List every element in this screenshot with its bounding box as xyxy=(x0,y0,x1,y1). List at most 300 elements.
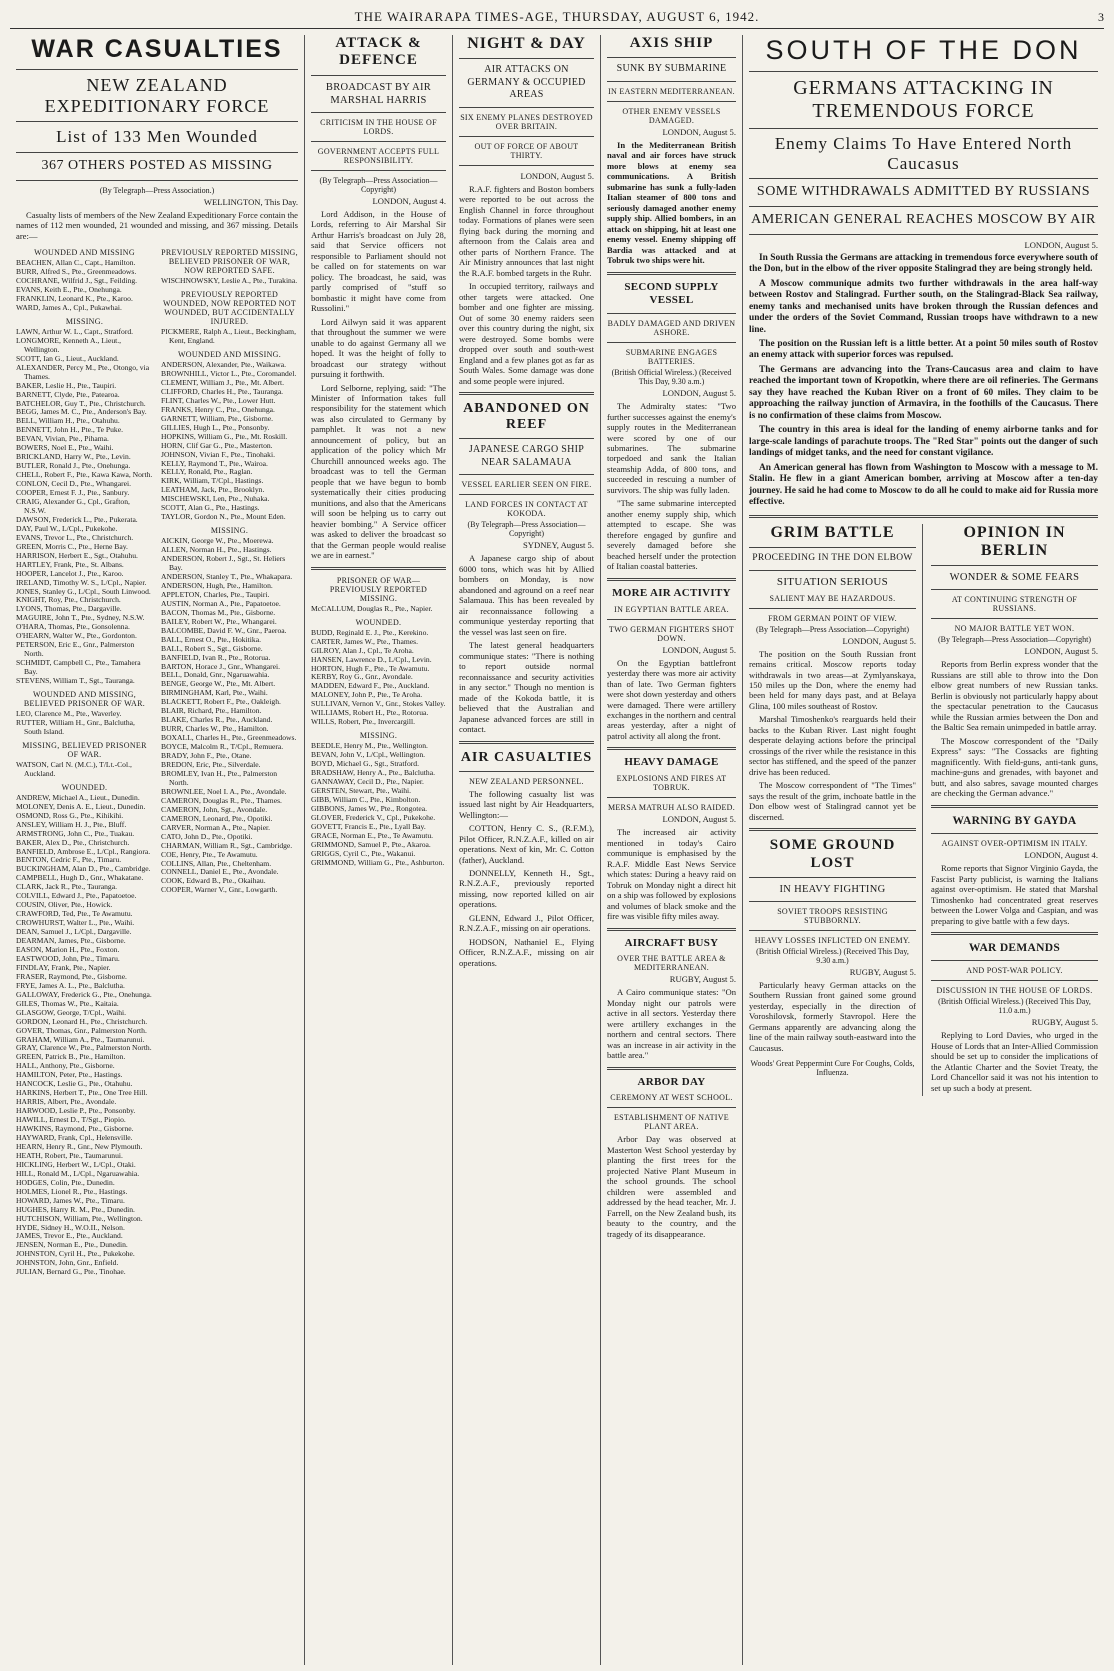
deck: HEAVY LOSSES INFLICTED ON ENEMY. xyxy=(754,935,911,945)
deck: NEW ZEALAND PERSONNEL. xyxy=(469,776,584,786)
list-item: SULLIVAN, Vernon V., Gnr., Stokes Valley. xyxy=(311,699,446,709)
list-title: WOUNDED. xyxy=(61,782,108,792)
headline-more-air-activity: MORE AIR ACTIVITY xyxy=(612,586,731,599)
list-item: BALL, Ernest O., Pte., Hokitika. xyxy=(161,634,261,644)
list-title: WOUNDED AND MISSING, BELIEVED PRISONER OF WAR. xyxy=(23,690,146,709)
list-item: LONGMORE, Kenneth A., Lieut., Wellington. xyxy=(16,335,122,354)
list-item: BUCKINGHAM, Alan D., Pte., Cambridge. xyxy=(16,864,151,874)
list-item: BURR, Alfred S., Pte., Greenmeadows. xyxy=(16,267,137,277)
list-item: ANDERSON, Stanley T., Pte., Whakapara. xyxy=(161,572,293,581)
list-item: TAYLOR, Gordon N., Pte., Mount Eden. xyxy=(161,512,286,522)
paragraph: The Moscow correspondent of the "Daily Express" says: "The Cossacks are fighting magnificently. With field-guns, anti-tank guns, machine-guns and grenades, with bayonet and butt, and also sabres, savage mounted charges are checking the German advance." xyxy=(931,735,1098,799)
list-item: EVANS, Keith E., Pte., Onehunga. xyxy=(16,285,122,295)
deck-criticism: CRITICISM IN THE HOUSE OF LORDS. xyxy=(320,117,437,136)
list-item: GLASGOW, George, T/Cpl., Waihi. xyxy=(16,1007,127,1017)
name-list xyxy=(311,742,446,867)
paragraph: The position on the Russian left is a little better. At a point 50 miles south of Rostov an enemy attack with superior forces was repulsed. xyxy=(749,338,1098,361)
list-item: CARTER, James W., Pte., Thames. xyxy=(311,636,418,646)
dateline: LONDON, August 5. xyxy=(520,170,594,181)
list-item: HOWARD, James W., Pte., Timaru. xyxy=(16,1195,125,1205)
list-title: MISSING. xyxy=(210,526,249,536)
deck: MERSA MATRUH ALSO RAIDED. xyxy=(607,803,736,813)
subhead: WONDER & SOME FEARS xyxy=(949,572,1080,584)
list-item: COLLINS, Allan, Pte., Cheltenham. xyxy=(161,858,272,868)
list-item: FINDLAY, Frank, Pte., Napier. xyxy=(16,962,111,972)
column-night-day xyxy=(453,35,601,1665)
deck: CEREMONY AT WEST SCHOOL. xyxy=(610,1093,733,1103)
paragraph: Particularly heavy German attacks on the Southern Russian front gained some ground yesterday, especially in the direction of Voroshilovsk, formerly Stavropol. Here the Germans apparently are advancing along the line of the main railway south-eastward into the Caucasus. xyxy=(749,979,916,1053)
grim-battle-story xyxy=(749,524,923,1097)
dateline: RUGBY, August 5. xyxy=(669,974,736,985)
deck: SOVIET TROOPS RESISTING STUBBORNLY. xyxy=(777,906,888,925)
deck-responsibility: GOVERNMENT ACCEPTS FULL RESPONSIBILITY. xyxy=(317,146,440,165)
list-item: MALONEY, John P., Pte., Te Aroha. xyxy=(311,690,423,700)
list-item: LYONS, Thomas, Pte., Dargaville. xyxy=(16,604,122,614)
list-item: FRANKLIN, Leonard K., Pte., Karoo. xyxy=(16,293,133,303)
list-item: AUSTIN, Norman A., Pte., Papatoetoe. xyxy=(161,598,281,608)
list-item: OSMOND, Ross G., Pte., Kihikihi. xyxy=(16,810,124,820)
list-item: KELLY, Raymond T., Pte., Wairoa. xyxy=(161,458,268,468)
name-list xyxy=(311,629,446,727)
deck: AGAINST OVER-OPTIMISM IN ITALY. xyxy=(941,839,1088,849)
list-item: BLACKETT, Robert F., Pte., Oakleigh. xyxy=(161,697,281,707)
list-item: KIRK, William, T/Cpl., Hastings. xyxy=(161,476,264,486)
credit: (By Telegraph—Press Association—Copyright) xyxy=(319,175,438,194)
paragraph: The Germans are advancing into the Trans-Caucasus area and claim to have reached the important town of Kropotkin, where there are oil refineries. The Germans say they have reached the Kuban River on a front of 60 miles. They claim to be approaching the railway junction of Armavira, in the foothills of the Caucasus. There is no confirmation of these claims from Moscow. xyxy=(749,364,1098,421)
list-item: O'HEARN, Walter W., Pte., Gordonton. xyxy=(16,631,137,641)
dateline: WELLINGTON, This Day. xyxy=(203,196,298,207)
list-item: HAWKINS, Raymond, Pte., Gisborne. xyxy=(16,1124,134,1134)
list-item: CHARMAN, William R., Sgt., Cambridge. xyxy=(161,840,293,850)
list-item: HAYWARD, Frank, Cpl., Helensville. xyxy=(16,1133,133,1142)
list-item: HYDE, Sidney H., W.O.II., Nelson. xyxy=(16,1222,125,1232)
list-item: KERBY, Roy G., Gnr., Avondale. xyxy=(311,672,413,682)
list-item: HODGES, Colin, Pte., Dunedin. xyxy=(16,1177,115,1187)
headline-aircraft-busy: AIRCRAFT BUSY xyxy=(624,936,719,949)
paragraph: Rome reports that Signor Virginio Gayda, the Fascist Party publicist, is warning the Italians against over-optimism. He stated that Marshal Timoshenko had concentrated great reserves between the Lower Volga and Caspian, and was preparing to give battle with a few days. xyxy=(931,863,1098,926)
subhead-germans-attacking: GERMANS ATTACKING IN TREMENDOUS FORCE xyxy=(793,77,1054,122)
headline-grim-battle: GRIM BATTLE xyxy=(770,523,895,541)
list-item: DEARMAN, James, Pte., Gisborne. xyxy=(16,936,126,946)
list-item: BARNETT, Clyde, Pte., Patearoa. xyxy=(16,389,120,399)
list-item: PICKMERE, Ralph A., Lieut., Beckingham, Kent, England. xyxy=(161,327,296,346)
name-list xyxy=(16,761,153,779)
credit: (By Telegraph—Press Association—Copyright) xyxy=(937,635,1092,645)
list-item: CRAIG, Alexander G., Cpl., Grafton, N.S.W. xyxy=(16,497,130,515)
paragraph: Lord Ailwyn said it was apparent that throughout the summer we were unable to do against Germany all we hoped. It was the height of folly to broadcast our strategy without pursuing it forthwith. xyxy=(311,316,446,380)
list-title: PREVIOUSLY REPORTED MISSING, BELIEVED PRISONER OF WAR, NOW REPORTED SAFE. xyxy=(161,248,298,276)
list-item: GREEN, Morris C., Pte., Herne Bay. xyxy=(16,541,128,551)
paragraph: An American general has flown from Washington to Moscow with a message to M. Stalin. He flew in a giant American bomber, arriving at Moscow after a ten-day journey. He said he had come to Moscow to do all he could to make aid for Russia more effective. xyxy=(749,462,1098,508)
list-item: MOLONEY, Denis A. E., Lieut., Dunedin. xyxy=(16,801,146,811)
list-item: BRADSHAW, Henry A., Pte., Balclutha. xyxy=(311,768,435,778)
column-war-casualties xyxy=(10,35,305,1665)
list-item: COOPER, Warner V., Gnr., Lowgarth. xyxy=(161,885,278,895)
deck-north-caucasus: Enemy Claims To Have Entered North Caucasus xyxy=(774,134,1073,173)
list-item: GILROY, Alan J., Cpl., Te Aroha. xyxy=(311,645,414,655)
list-item: LEATHAM, Jack, Pte., Brooklyn. xyxy=(161,485,265,495)
list-title: MISSING, BELIEVED PRISONER OF WAR. xyxy=(22,740,147,759)
list-item: BALCOMBE, David F. W., Gnr., Paeroa. xyxy=(161,625,287,635)
list-item: SCHMIDT, Campbell C., Pte., Tamahera Bay. xyxy=(16,658,141,677)
list-item: HARRIS, Albert, Pte., Avondale. xyxy=(16,1097,117,1107)
paragraph: Lord Selborne, replying, said: "The Minister of Information takes full responsibility for the statement which was also circulated to Germany by pamphlet. It was not a new announcement of policy, but an application of the policy which Mr Churchill announced weeks ago. The broadcast was to tell the German people that we have begun to bomb systematically their cities producing munitions, and also that the Americans will soon be helping us to carry out heavier bombing." A Service officer was asked to deliver the broadcast so that the German people would realise we are in earnest." xyxy=(311,382,446,561)
list-item: HARKINS, Herbert T., Pte., One Tree Hill. xyxy=(16,1088,148,1098)
paragraph: In South Russia the Germans are attacking in tremendous force everywhere south of the Don, but in the elbow of the river opposite Stalingrad they are being strongly held. xyxy=(749,252,1098,275)
list-item: APPLETON, Charles, Pte., Taupiri. xyxy=(161,589,270,599)
list-item: FLINT, Charles W., Pte., Lower Hutt. xyxy=(161,395,276,405)
list-item: MADDEN, Edward F., Pte., Auckland. xyxy=(311,681,430,691)
list-item: FRANKS, Henry C., Pte., Onehunga. xyxy=(161,404,275,414)
list-item: BOYCE, Malcolm R., T/Cpl., Remuera. xyxy=(161,742,284,752)
deck-withdrawals: SOME WITHDRAWALS ADMITTED BY RUSSIANS xyxy=(756,184,1091,200)
list-item: GARNETT, William, Pte., Gisborne. xyxy=(161,413,274,423)
dateline: LONDON, August 5. xyxy=(662,644,736,655)
list-item: BOXALL, Charles H., Pte., Greenmeadows. xyxy=(161,733,297,743)
list-item: BELL, Donald, Gnr., Ngaruawahia. xyxy=(161,670,270,680)
headline-attack-defence: ATTACK & DEFENCE xyxy=(335,35,422,69)
list-item: BRICKLAND, Harry W., Pte., Levin. xyxy=(16,452,131,462)
list-item: JONES, Stanley G., L/Cpl., South Linwood. xyxy=(16,586,151,596)
headline-south-of-the-don: SOUTH OF THE DON xyxy=(765,35,1082,65)
paragraph: The increased air activity mentioned in today's Cairo communique is emphasised by the R.A.F. Middle East News Service which states: During a heavy raid on Tobruk on Monday night a direct hit on a ship was followed by explosions and volumes of black smoke and the fire was visible fifty miles away. xyxy=(607,827,736,922)
list-item: WILLIAMS, Robert H., Pte., Rotorua. xyxy=(311,708,429,718)
headline-abandoned-on-reef: ABANDONED ON REEF xyxy=(463,401,590,433)
list-item: GIBB, William C., Pte., Kimbolton. xyxy=(311,794,421,804)
credit: (British Official Wireless.) (Received This Day, 9.30 a.m.) xyxy=(756,946,909,965)
paragraph: DONNELLY, Kenneth H., Sgt., R.N.Z.A.F., previously reported missing, now reported killed on air operations. xyxy=(459,868,594,910)
headline-axis-ship: AXIS SHIP xyxy=(629,35,714,51)
list-item: COCHRANE, Wilfrid J., Sgt., Feilding. xyxy=(16,276,138,286)
credit: (By Telegraph—Press Association.) xyxy=(99,185,215,195)
deck: VESSEL EARLIER SEEN ON FIRE. xyxy=(461,480,592,490)
dateline: LONDON, August 4. xyxy=(1024,850,1098,861)
list-item: CAMPBELL, Hugh D., Gnr., Whakatane. xyxy=(16,873,144,883)
paragraph: In occupied territory, railways and other targets were attacked. One bomber and one fighter are missing. Out of some 30 enemy raiders seen over this country during the night, six were destroyed. Some bombs were dropped over south and south-west England and a few planes got as far as South Wales. Some damage was done and some people were injured. xyxy=(459,281,594,386)
list-item: GERSTEN, Stewart, Pte., Waihi. xyxy=(311,785,412,795)
list-item: CROWHURST, Walter L., Pte., Waihi. xyxy=(16,918,135,928)
name-list xyxy=(161,277,298,286)
dateline: RUGBY, August 5. xyxy=(849,966,916,977)
credit: (By Telegraph—Press Association—Copyright) xyxy=(755,624,910,634)
list-item: BENNETT, John H., Pte., Te Puke. xyxy=(16,425,123,435)
headline-warning-by-gayda: WARNING BY GAYDA xyxy=(952,814,1077,827)
paragraph: "The same submarine intercepted another enemy supply ship, which attempted to escape. She was therefore engaged by gunfire and severely damaged before she beached herself under the protection of Italian coastal batteries. xyxy=(607,498,736,572)
list-item: GRIGGS, Cyril C., Pte., Wakanui. xyxy=(311,848,416,858)
dateline: LONDON, August 5. xyxy=(842,635,916,646)
list-item: GRAHAM, William A., Pte., Taumarunui. xyxy=(16,1034,145,1044)
list-item: HICKLING, Herbert W., L/Cpl., Otaki. xyxy=(16,1159,136,1169)
list-item: CONLON, Cecil D., Pte., Whangarei. xyxy=(16,479,132,489)
list-item: COLVILL, Edward J., Pte., Papatoetoe. xyxy=(16,891,137,901)
name-list xyxy=(161,537,298,895)
list-item: WISCHNOWSKY, Leslie A., Pte., Turakina. xyxy=(161,276,298,286)
list-item: GREEN, Patrick B., Pte., Hamilton. xyxy=(16,1052,126,1062)
list-item: COE, Henry, Pte., Te Awamutu. xyxy=(161,849,258,859)
columns xyxy=(10,35,1104,1665)
list-item: ALEXANDER, Percy M., Pte., Otongo, via Thames. xyxy=(16,362,150,381)
deck: BADLY DAMAGED AND DRIVEN ASHORE. xyxy=(607,319,736,338)
paragraph: HODSON, Nathaniel E., Flying Officer, R.N.Z.A.F., missing on air operations. xyxy=(459,936,594,968)
list-item: EASTWOOD, John, Pte., Timaru. xyxy=(16,953,120,963)
list-item: EVANS, Trevor L., Pte., Christchurch. xyxy=(16,532,134,542)
deck: AT CONTINUING STRENGTH OF RUSSIANS. xyxy=(951,595,1078,614)
headline-arbor-day: ARBOR DAY xyxy=(637,1075,706,1088)
dateline: LONDON, August 5. xyxy=(662,388,736,399)
name-list xyxy=(161,361,298,522)
sub-columns xyxy=(749,524,1098,1097)
list-item: CLARK, Jack R., Pte., Tauranga. xyxy=(16,882,117,892)
list-item: HALL, Anthony, Pte., Gisborne. xyxy=(16,1061,115,1071)
list-item: GOVETT, Francis E., Pte., Lyall Bay. xyxy=(311,821,426,831)
paragraph: The Admiralty states: "Two further successes against the enemy's supply routes in the Mediterranean were scored by one of our submarines. The submarine torpedoed and sank the Italian steamship Adda, of 800 tons, and succeeded in rescuing a number of survivors. The ship was fully laden. xyxy=(607,401,736,495)
list-item: WARD, James A., Cpl., Pukawhai. xyxy=(16,302,122,312)
deck: DISCUSSION IN THE HOUSE OF LORDS. xyxy=(936,986,1093,996)
headline-war-demands: WAR DEMANDS xyxy=(968,942,1061,955)
list-item: BREDON, Eric, Pte., Silverdale. xyxy=(161,760,261,770)
list-item: ANDERSON, Alexander, Pte., Waikawa. xyxy=(161,360,287,370)
list-item: CAMERON, Douglas R., Pte., Thames. xyxy=(161,795,282,805)
paragraph: Reports from Berlin express wonder that the Russians are still able to throw into the Don elbow great numbers of new Russian tanks. Berlin is obviously not particularly happy about the spectacular penetration to the Caucasus while the Russian armies between the Don and the Baltic Sea remain unimpeded in battle array. xyxy=(931,659,1098,733)
list-item: BALL, Robert S., Sgt., Gisborne. xyxy=(161,643,263,653)
list-item: HARRISON, Herbert E., Sgt., Otahuhu. xyxy=(16,550,138,560)
headline-air-casualties: AIR CASUALTIES xyxy=(460,749,593,765)
deck: SITUATION SERIOUS xyxy=(776,575,889,588)
list-item: GRAY, Clarence W., Pte., Palmerston North. xyxy=(16,1043,152,1053)
list-item: CHELL, Robert F., Pte., Kawa Kawa, North. xyxy=(16,470,153,480)
list-item: HOLMES, Lionel R., Pte., Hastings. xyxy=(16,1186,128,1196)
subhead: PROCEEDING IN THE DON ELBOW xyxy=(752,552,913,563)
list-item: BURR, Charles W., Pte., Hamilton. xyxy=(161,724,269,734)
headline-heavy-damage: HEAVY DAMAGE xyxy=(624,756,719,769)
deck-wounded: List of 133 Men Wounded xyxy=(56,127,258,147)
list-item: GRIMMOND, Samuel P., Pte., Akaroa. xyxy=(311,839,431,849)
list-item: CONNELL, Daniel E., Pte., Avondale. xyxy=(161,867,279,877)
credit: (British Official Wireless.) (Received This Day, 11.0 a.m.) xyxy=(938,997,1091,1016)
list-item: HAWILL, Ernest D., T/Sgt., Piopio. xyxy=(16,1115,126,1125)
list-item: MISCHEWSKI, Len, Pte., Nuhaka. xyxy=(161,494,270,504)
list-item: ANDREW, Michael A., Lieut., Dunedin. xyxy=(16,792,140,802)
headline-opinion-in-berlin: OPINION IN BERLIN xyxy=(963,523,1066,559)
list-item: HANCOCK, Leslie G., Pte., Otahuhu. xyxy=(16,1079,133,1089)
paragraph: A Japanese cargo ship of about 6000 tons, which was hit by Allied bombers on Monday, is now abandoned and aground on a reef near Salamaua. This has been revealed by air reconnaissance following a communique yesterday reporting that the vessel was last seen on fire. xyxy=(459,553,594,637)
list-item: BOWERS, Noel E., Pte., Waihi. xyxy=(16,443,114,453)
casualty-list-left xyxy=(16,244,153,1277)
list-item: FRASER, Raymond, Pte., Gisborne. xyxy=(16,971,127,981)
deck: SALIENT MAY BE HAZARDOUS. xyxy=(769,593,896,603)
list-title: WOUNDED. xyxy=(355,617,402,627)
list-item: BEACHEN, Allan C., Capt., Hamilton. xyxy=(16,258,136,268)
list-item: WILLS, Robert, Pte., Invercargill. xyxy=(311,717,416,727)
deck: OTHER ENEMY VESSELS DAMAGED. xyxy=(622,106,721,125)
peppermint-cure-advert: Woods' Great Peppermint Cure For Coughs, Colds, Influenza. xyxy=(750,1059,915,1078)
name-list xyxy=(16,794,153,1277)
list-item: BEVAN, John V., L/Cpl., Wellington. xyxy=(311,750,426,760)
intro-paragraph: Casualty lists of members of the New Zealand Expeditionary Force contain the names of 112 men wounded, 21 wounded and missing, and 367 missing. Details are:— xyxy=(16,209,298,241)
deck: SUBMARINE ENGAGES BATTERIES. xyxy=(625,348,718,367)
list-item: HILL, Ronald M., L/Cpl., Ngaruawahia. xyxy=(16,1168,140,1178)
dateline: LONDON, August 5. xyxy=(662,814,736,825)
list-title: PREVIOUSLY REPORTED WOUNDED, NOW REPORTED NOT WOUNDED, BUT ACCIDENTALLY INJURED. xyxy=(162,290,297,327)
list-item: BEGG, James M. C., Pte., Anderson's Bay. xyxy=(16,407,147,417)
list-item: FRYE, James A. L., Pte., Balclutha. xyxy=(16,980,125,990)
column-south-of-the-don xyxy=(743,35,1104,1665)
paragraph: Marshal Timoshenko's rearguards held their backs to the Kuban River. Last night fought desperate delaying actions before the principal crossings of the river while the resistance in this sector has stiffened, and the speed of the panzer drive has been reduced. xyxy=(749,714,916,777)
paragraph: Replying to Lord Davies, who urged in the House of Lords that an Inter-Allied Commission should be set up to consider the implications of the Atlantic Charter and the Soviet Treaty, the Lord Chancellor said it was not his intention to set up such a body at present. xyxy=(931,1030,1098,1093)
list-item: CLIFFORD, Charles H., Pte., Tauranga. xyxy=(161,386,284,396)
list-item: BACON, Thomas M., Pte., Gisborne. xyxy=(161,607,276,617)
list-item: GOVER, Thomas, Gnr., Palmerston North. xyxy=(16,1025,147,1035)
list-item: DEAN, Samuel J., L/Cpl., Dargaville. xyxy=(16,927,132,937)
list-item: SCOTT, Ian G., Lieut., Auckland. xyxy=(16,353,119,363)
casualty-list-right xyxy=(161,244,298,1277)
paragraph: On the Egyptian battlefront yesterday there was more air activity than of late. Two German fighters were shot down yesterday and others were damaged. There were artillery exchanges in the northern and central areas yesterday, after a night of patrol activity all along the front. xyxy=(607,657,736,741)
list-item: CAMERON, Leonard, Pte., Opotiki. xyxy=(161,813,273,823)
list-item: JULIAN, Bernard G., Pte., Tinohae. xyxy=(16,1267,126,1277)
list-item: JAMES, Trevor E., Pte., Auckland. xyxy=(16,1231,123,1241)
subhead: JAPANESE CARGO SHIP NEAR SALAMAUA xyxy=(468,444,585,468)
list-item: ANDERSON, Hugh, Pte., Hamilton. xyxy=(161,580,273,590)
list-item: BOYD, Michael G., Sgt., Stratford. xyxy=(311,759,419,769)
deck: OUT OF FORCE OF ABOUT THIRTY. xyxy=(474,141,579,160)
list-item: SCOTT, Alan G., Pte., Hastings. xyxy=(161,503,260,513)
list-item: BIRMINGHAM, Karl, Pte., Waihi. xyxy=(161,688,268,698)
list-item: GORDON, Leonard H., Pte., Christchurch. xyxy=(16,1016,148,1026)
page-number: 3 xyxy=(1098,9,1104,24)
list-item: ANDERSON, Robert J., Sgt., St. Heliers Bay. xyxy=(161,554,286,573)
list-item: HARTLEY, Frank, Pte., St. Albans. xyxy=(16,559,124,569)
list-item: GIBBONS, James W., Pte., Rongotea. xyxy=(311,803,428,813)
paragraph: Arbor Day was observed at Masterton West School yesterday by planting the first trees for the projected Native Plant Museum in the school grounds. The school children were assembled and addressed by the head teacher, Mr. J. Farrell, on the New Zealand bush, its beauty to the country, and the tragedy of its disappearance. xyxy=(607,1134,736,1239)
list-item: GLOVER, Frederick V., Cpl., Pukekohe. xyxy=(311,812,436,822)
paragraph: The position on the South Russian front remains critical. Moscow reports today withdrawals in two areas—at Zymlyanskaya, 150 miles up the Don, where the enemy had been held for many days past, and at Belaya Glina, 100 miles southeast of Rostov. xyxy=(749,648,916,711)
list-item: BUTLER, Ronald J., Pte., Onehunga. xyxy=(16,461,131,471)
list-item: McCALLUM, Douglas R., Pte., Napier. xyxy=(311,603,433,613)
deck: AND POST-WAR POLICY. xyxy=(966,966,1063,976)
list-item: GRIMMOND, William G., Pte., Ashburton. xyxy=(311,857,445,867)
list-item: COOK, Edward B., Pte., Okaihau. xyxy=(161,876,266,886)
dateline: RUGBY, August 5. xyxy=(1031,1017,1098,1028)
list-item: HEATH, Robert, Pte., Taumarunui. xyxy=(16,1150,123,1160)
name-list xyxy=(16,259,153,313)
list-item: HORTON, Hugh F., Pte., Te Awamutu. xyxy=(311,663,430,673)
list-title: MISSING. xyxy=(359,731,398,741)
paragraph: A Cairo communique states: "On Monday night our patrols were active in all sectors. Yesterday there were artillery exchanges in the northern and central sectors. There was an increase in air activity in the battle area." xyxy=(607,987,736,1061)
list-item: PETERSON, Eric E., Gnr., Palmerston North. xyxy=(16,640,135,659)
list-item: BLAIR, Richard, Pte., Hamilton. xyxy=(161,706,262,716)
list-item: BROWNHILL, Victor L., Pte., Coromandel. xyxy=(161,368,297,378)
list-item: AICKIN, George W., Pte., Moerewa. xyxy=(161,536,274,546)
list-item: BELL, William H., Pte., Otahuhu. xyxy=(16,416,120,426)
list-item: BENGE, George W., Pte., Mt. Albert. xyxy=(161,679,276,689)
paragraph: The country in this area is ideal for the landing of enemy airborne tanks and for large-scale landings of parachute troops. The "Red Star" points out the danger of such landings of midget tanks, and the need for constant vigilance. xyxy=(749,425,1098,459)
paragraph: The following casualty list was issued last night by Air Headquarters, Wellington:— xyxy=(459,788,594,820)
list-item: O'HARA, Thomas, Pte., Gonsolenna. xyxy=(16,622,130,632)
deck: TWO GERMAN FIGHTERS SHOT DOWN. xyxy=(608,624,735,643)
list-item: EASON, Marion H., Pte., Foxton. xyxy=(16,944,120,954)
list-item: BANFIELD, Ivan R., Pte., Rotorua. xyxy=(161,652,271,662)
deck: LAND FORCES IN CONTACT AT KOKODA. xyxy=(465,500,588,519)
masthead xyxy=(10,6,1104,29)
list-item: BENTON, Cedric F., Pte., Timaru. xyxy=(16,855,122,865)
name-list xyxy=(161,328,298,346)
deck: IN EASTERN MEDITERRANEAN. xyxy=(608,86,735,96)
paragraph: COTTON, Henry C. S., (R.F.M.), Pilot Officer, R.N.Z.A.F., killed on air operations. Next of kin, Mr. C. Cotton (father), Auckland. xyxy=(459,823,594,865)
list-item: LEO, Clarence M., Pte., Waverley. xyxy=(16,709,122,719)
dateline: LONDON, August 5. xyxy=(1024,239,1098,250)
list-item: KNIGHT, Roy, Pte., Christchurch. xyxy=(16,595,121,605)
column-attack-defence xyxy=(305,35,453,1665)
paragraph: R.A.F. fighters and Boston bombers were reported to be out across the English Channel in force throughout today. Formations of planes were seen flying back during the morning and afternoon from the Calais area and other parts of Northern France. The Air Ministry announces that last night the R.A.F. bombed targets in the Ruhr. xyxy=(459,183,594,278)
deck-missing: 367 OTHERS POSTED AS MISSING xyxy=(41,157,273,173)
masthead-title: THE WAIRARAPA TIMES-AGE, THURSDAY, AUGUST 6, 1942. xyxy=(354,9,760,24)
deck: FROM GERMAN POINT OF VIEW. xyxy=(768,613,897,623)
list-item: CARVER, Norman A., Pte., Napier. xyxy=(161,822,271,832)
list-item: COOPER, Ernest F. J., Pte., Sanbury. xyxy=(16,488,130,498)
paragraph: The Moscow correspondent of "The Times" says the result of the grim, inchoate battle in the Don elbow west of Stalingrad cannot yet be discerned. xyxy=(749,780,916,822)
list-item: HUTCHISON, William, Pte., Wellington. xyxy=(16,1213,143,1223)
paragraph: GLENN, Edward J., Pilot Officer, R.N.Z.A.F., missing on air operations. xyxy=(459,912,594,934)
dateline: SYDNEY, August 5. xyxy=(523,540,594,551)
list-item: HOOPER, Lancelot J., Pte., Karoo. xyxy=(16,568,124,578)
opinion-in-berlin-story xyxy=(931,524,1098,1097)
list-item: GANNAWAY, Cecil D., Pte., Napier. xyxy=(311,776,424,786)
list-item: HORN, Clif Gar G., Pte., Masterton. xyxy=(161,440,273,450)
list-item: BEVAN, Vivian, Pte., Pihama. xyxy=(16,434,109,444)
name-list xyxy=(16,328,153,686)
list-item: HEARN, Henry R., Gnr., New Plymouth. xyxy=(16,1141,143,1151)
list-item: ARMSTRONG, John C., Pte., Tuakau. xyxy=(16,828,135,838)
list-item: GRACE, Norman E., Pte., Te Awamutu. xyxy=(311,830,434,840)
list-item: GILES, Thomas W., Pte., Kaitaia. xyxy=(16,998,119,1008)
list-item: BEEDLE, Henry M., Pte., Wellington. xyxy=(311,741,428,751)
casualty-lists xyxy=(16,244,298,1277)
list-item: BARTON, Horace J., Gnr., Whangarei. xyxy=(161,661,281,671)
list-item: ANSLEY, William H. J., Pte., Bluff. xyxy=(16,819,127,829)
list-title: WOUNDED AND MISSING xyxy=(34,248,135,258)
list-item: COUSIN, Oliver, Pte., Howick. xyxy=(16,900,113,910)
list-item: BAKER, Leslie H., Pte., Taupiri. xyxy=(16,380,117,390)
subhead: IN HEAVY FIGHTING xyxy=(779,883,886,895)
subhead-harris: BROADCAST BY AIR MARSHAL HARRIS xyxy=(325,81,432,106)
list-item: JOHNSON, Vivian F., Pte., Tinohaki. xyxy=(161,449,275,459)
list-item: STEVENS, William T., Sgt., Tauranga. xyxy=(16,676,135,686)
deck: IN EGYPTIAN BATTLE AREA. xyxy=(614,604,729,614)
list-item: MAGUIRE, John T., Pte., Sydney, N.S.W. xyxy=(16,613,145,623)
subhead-nzef: NEW ZEALAND EXPEDITIONARY FORCE xyxy=(44,75,270,116)
list-item: HANSEN, Lawrence D., L/Cpl., Levin. xyxy=(311,654,432,664)
headline-war-casualties: WAR CASUALTIES xyxy=(31,35,283,63)
list-item: RUTTER, William H., Gnr., Balclutha, South Island. xyxy=(16,717,135,736)
deck: SIX ENEMY PLANES DESTROYED OVER BRITAIN. xyxy=(460,112,593,131)
list-item: IRELAND, Timothy W. S., L/Cpl., Napier. xyxy=(16,577,147,587)
list-title: PRISONER OF WAR—PREVIOUSLY REPORTED MISSING. xyxy=(329,575,428,603)
headline-night-day: NIGHT & DAY xyxy=(467,35,586,52)
subhead-air-attacks: AIR ATTACKS ON GERMANY & OCCUPIED AREAS xyxy=(467,64,586,101)
name-list xyxy=(16,710,153,737)
credit: (By Telegraph—Press Association—Copyright) xyxy=(467,520,586,539)
list-item: KELLY, Ronald, Pte., Raglan. xyxy=(161,467,253,477)
paragraph: A Moscow communique admits two further withdrawals in the area half-way between Rostov and Stalingrad. Further south, on the Stalingrad-Black Sea railway, enemy tanks and mechanised units have broken through the Russian defences and under the orders of the Soviet Command, Russian troops have withdrawn to a new line. xyxy=(749,278,1098,335)
deck-american-general: AMERICAN GENERAL REACHES MOSCOW BY AIR xyxy=(751,211,1096,227)
dateline: LONDON, August 5. xyxy=(1024,646,1098,657)
list-item: BAKER, Alex D., Pte., Christchurch. xyxy=(16,837,130,847)
column-axis-ship xyxy=(601,35,743,1665)
list-item: ALLEN, Norman H., Pte., Hastings. xyxy=(161,545,272,555)
list-item: BAILEY, Robert W., Pte., Whangarei. xyxy=(161,616,277,626)
list-item: BROMLEY, Ivan H., Pte., Palmerston North. xyxy=(161,768,278,787)
list-title: WOUNDED AND MISSING. xyxy=(177,350,282,360)
